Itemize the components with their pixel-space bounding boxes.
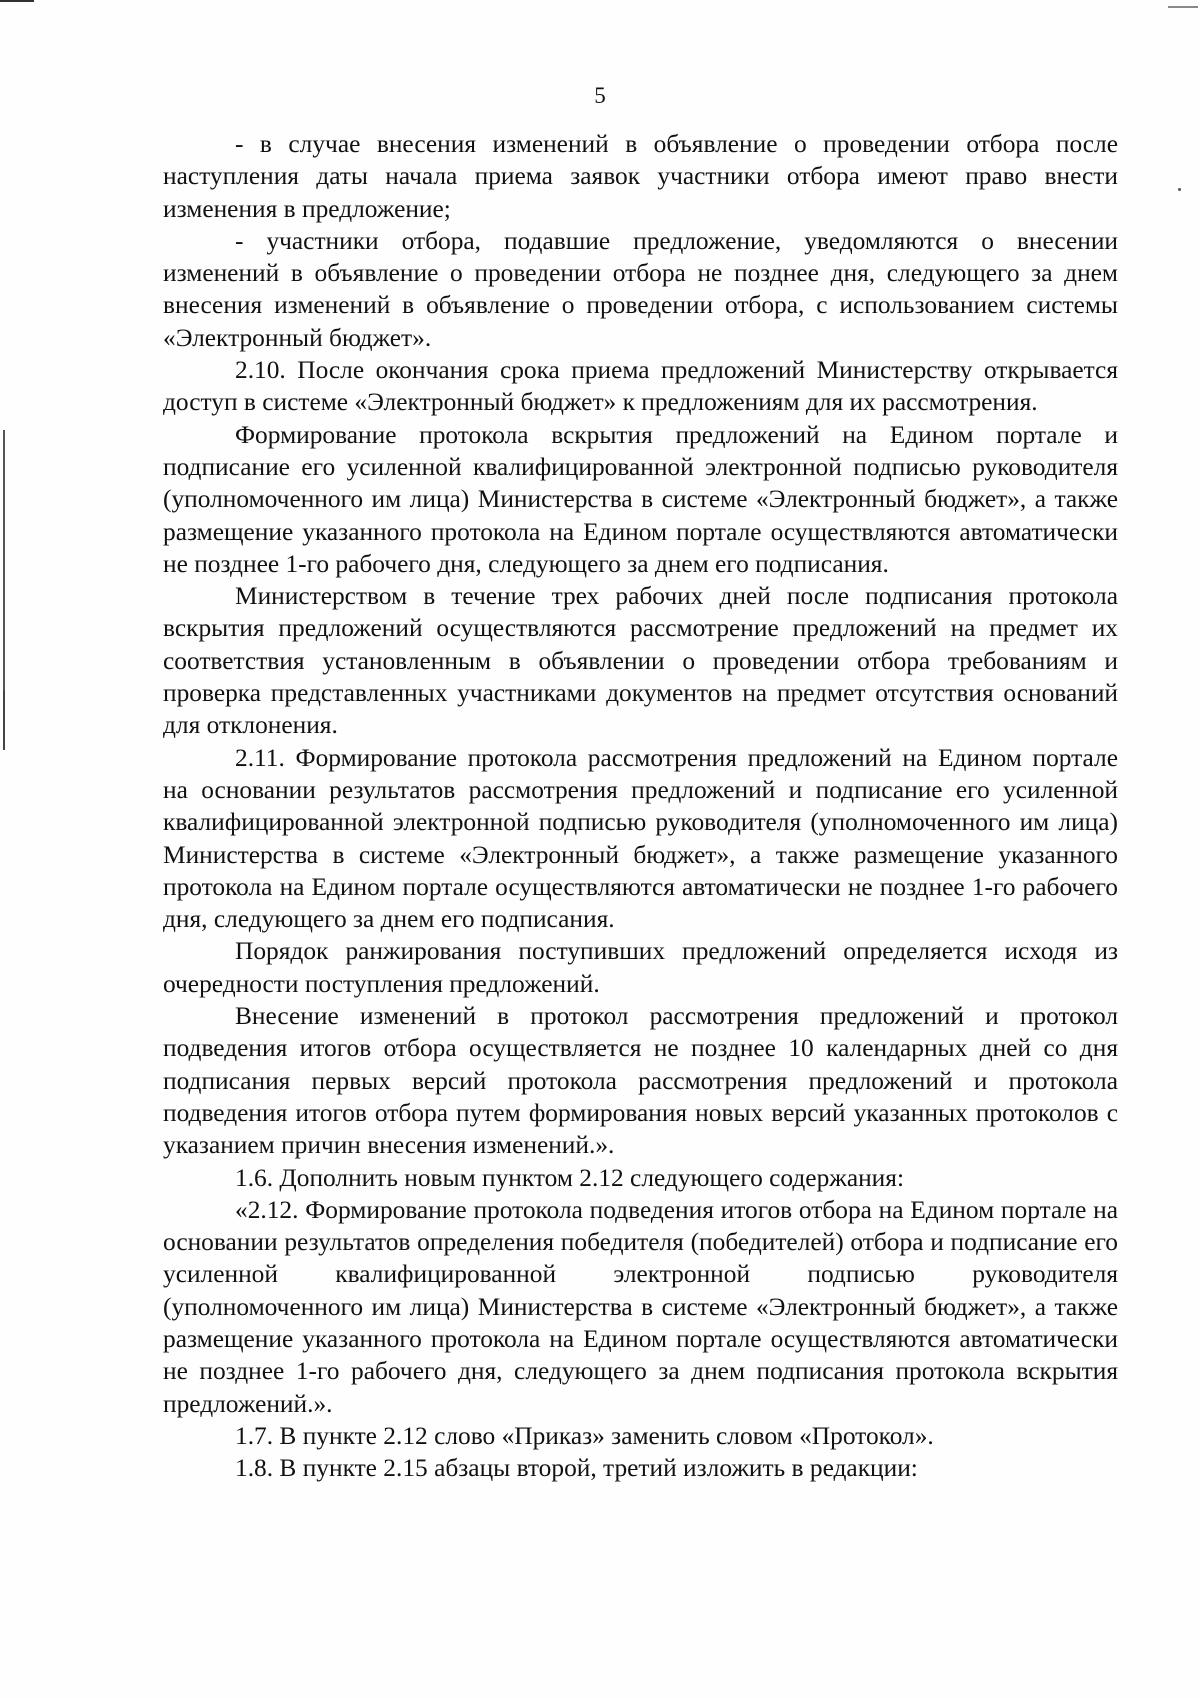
paragraph: Порядок ранжирования поступивших предложений определяется исходя из очередности поступления предложений. — [163, 937, 1118, 998]
paragraph: 2.10. После окончания срока приема предложений Министерству открывается доступ в системе «Электронный бюджет» к предложениям для их рассмотрения. — [163, 356, 1118, 417]
paragraph: 2.11. Формирование протокола рассмотрения предложений на Едином портале на основании результатов рассмотрения предложений и подписание его усиленной квалифицированной электронной подписью руководителя (уполномоченного им лица) Министерства в системе «Электронный бюджет», а также размещение указанного протокола на Едином портале осуществляются автоматически не позднее 1-го рабочего дня, следующего за днем его подписания. — [163, 743, 1118, 934]
paragraph: 1.8. В пункте 2.15 абзацы второй, третий изложить в редакции: — [235, 1454, 918, 1483]
document-body — [163, 128, 1118, 1484]
page-number: 5 — [594, 83, 606, 108]
scan-artifact-left-edge-lower — [3, 690, 5, 750]
paragraph: Внесение изменений в протокол рассмотрения предложений и протокол подведения итогов отбора осуществляется не позднее 10 календарных дней со дня подписания первых версий протокола рассмотрения предложений и протокола подведения итогов отбора путем формирования новых версий указанных протоколов с указанием причин внесения изменений.». — [163, 1002, 1118, 1160]
paragraph: «2.12. Формирование протокола подведения итогов отбора на Едином портале на основании результатов определения победителя (победителей) отбора и подписание его усиленной квалифицированной электронной подписью руководителя (уполномоченного им лица) Министерства в системе «Электронный бюджет», а также размещение указанного протокола на Едином портале осуществляются автоматически не позднее 1-го рабочего дня, следующего за днем подписания протокола вскрытия предложений.». — [163, 1195, 1118, 1418]
paragraph: Формирование протокола вскрытия предложений на Едином портале и подписание его усиленной квалифицированной электронной подписью руководителя (уполномоченного им лица) Министерства в системе «Электронный бюджет», а также размещение указанного протокола на Едином портале осуществляются автоматически не позднее 1-го рабочего дня, следующего за днем его подписания. — [163, 420, 1118, 578]
paragraph: Министерством в течение трех рабочих дней после подписания протокола вскрытия предложений осуществляются рассмотрение предложений на предмет их соответствия установленным в объявлении о проведении отбора требованиям и проверка представленных участниками документов на предмет отсутствия оснований для отклонения. — [163, 582, 1118, 740]
paragraph: 1.7. В пункте 2.12 слово «Приказ» заменить словом «Протокол». — [235, 1421, 934, 1450]
scan-artifact-top-right — [1168, 6, 1198, 8]
scan-speck — [1178, 188, 1181, 191]
paragraph: - участники отбора, подавшие предложение, уведомляются о внесении изменений в объявление о проведении отбора не позднее дня, следующего за днем внесения изменений в объявление о проведении отбора, с использованием системы «Электронный бюджет». — [163, 226, 1118, 352]
paragraph: 1.6. Дополнить новым пунктом 2.12 следующего содержания: — [235, 1163, 904, 1192]
paragraph: - в случае внесения изменений в объявление о проведении отбора после наступления даты начала приема заявок участники отбора имеют право внести изменения в предложение; — [163, 130, 1118, 223]
scan-artifact-top-left — [0, 0, 34, 2]
